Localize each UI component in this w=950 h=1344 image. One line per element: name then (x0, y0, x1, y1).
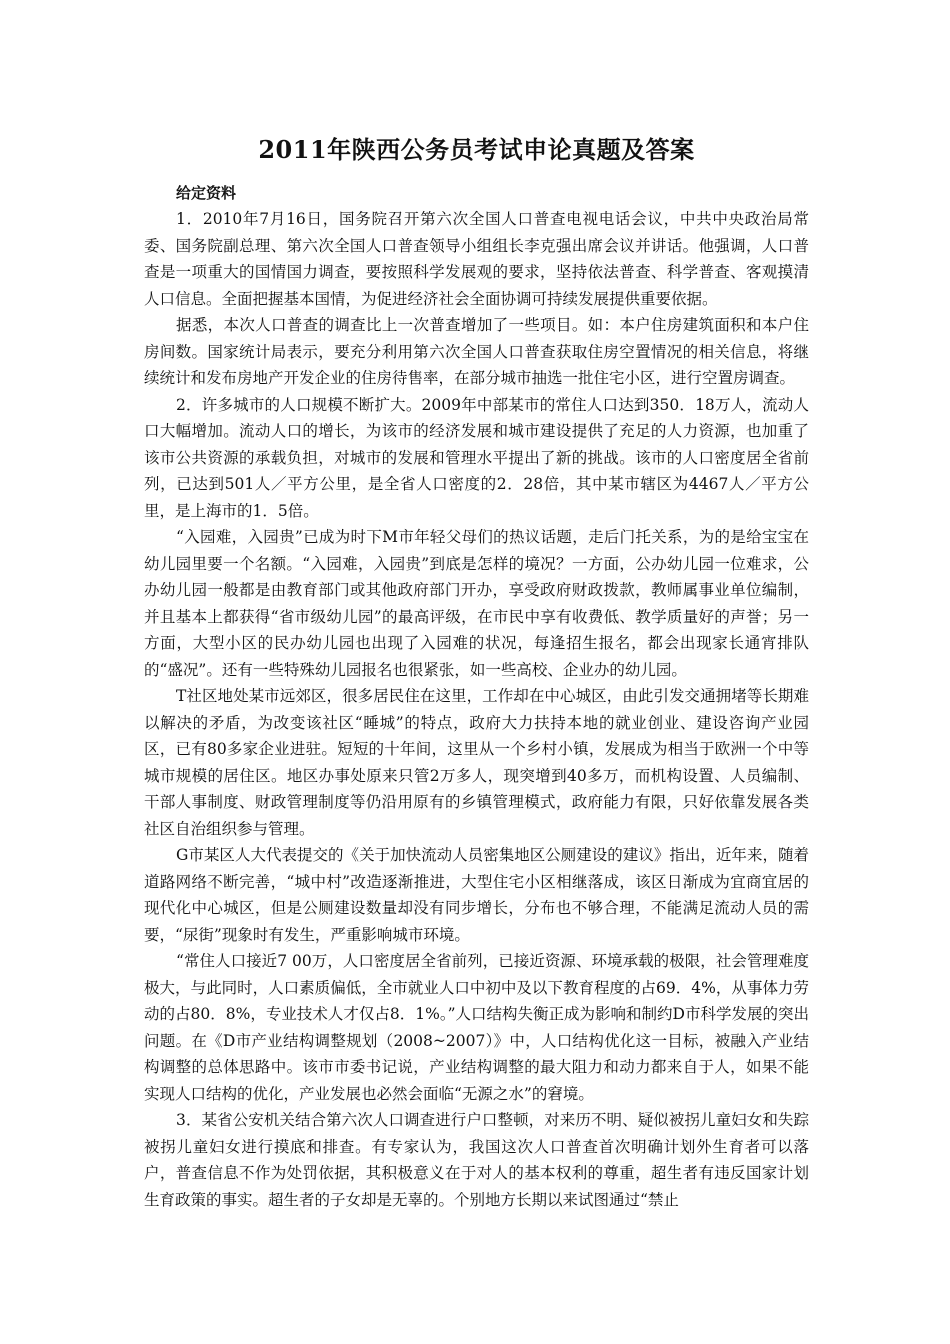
paragraph-1: 1．2010年7月16日，国务院召开第六次全国人口普查电视电话会议，中共中央政治局常委、国务院副总理、第六次全国人口普查领导小组组长李克强出席会议并讲话。他强调，人口普查是一项重大的国情国力调查，要按照科学发展观的要求，坚持依法普查、科学普查、客观摸清人口信息。全面把握基本国情，为促进经济社会全面协调可持续发展提供重要依据。 (144, 210, 809, 308)
paragraph-5: T社区地处某市远郊区，很多居民住在这里，工作却在中心城区，由此引发交通拥堵等长期难以解决的矛盾，为改变该社区“睡城”的特点，政府大力扶持本地的就业创业、建设咨询产业园区，已有80多家企业进驻。短短的十年间，这里从一个乡村小镇，发展成为相当于欧洲一个中等城市规模的居住区。地区办事处原来只管2万多人，现突增到40多万，而机构设置、人员编制、干部人事制度、财政管理制度等仍沿用原有的乡镇管理模式，政府能力有限，只好依靠发展各类社区自治组织参与管理。 (144, 687, 809, 838)
paragraph-7: “常住人口接近7 00万，人口密度居全省前列，已接近资源、环境承载的极限，社会管理难度极大，与此同时，人口素质偏低，全市就业人口中初中及以下教育程度的占69．4%，从事体力劳动的占80．8%，专业技术人才仅占8．1%。”人口结构失衡正成为影响和制约D市科学发展的突出问题。在《D市产业结构调整规划（2008~2007）》中，人口结构优化这一目标，被融入产业结构调整的总体思路中。该市市委书记说，产业结构调整的最大阻力和动力都来自于人，如果不能实现人口结构的优化，产业发展也必然会面临“无源之水”的窘境。 (144, 952, 809, 1103)
document-page (144, 130, 809, 1213)
paragraph-4: “入园难，入园贵”已成为时下M市年轻父母们的热议话题，走后门托关系，为的是给宝宝在幼儿园里要一个名额。“入园难，入园贵”到底是怎样的境况？一方面，公办幼儿园一位难求，公办幼儿园一般都是由教育部门或其他政府部门开办，享受政府财政拨款，教师属事业单位编制，并且基本上都获得“省市级幼儿园”的最高评级，在市民中享有收费低、教学质量好的声誉；另一方面，大型小区的民办幼儿园也出现了入园难的状况，每逢招生报名，都会出现家长通宵排队的“盛况”。还有一些特殊幼儿园报名也很紧张，如一些高校、企业办的幼儿园。 (144, 528, 809, 679)
paragraph-8: 3．某省公安机关结合第六次人口调查进行户口整顿，对来历不明、疑似被拐儿童妇女和失踪被拐儿童妇女进行摸底和排查。有专家认为，我国这次人口普查首次明确计划外生育者可以落户，普查信息不作为处罚依据，其积极意义在于对人的基本权利的尊重，超生者有违反国家计划生育政策的事实。超生者的子女却是无辜的。个别地方长期以来试图通过“禁止 (144, 1111, 809, 1209)
paragraph-3: 2．许多城市的人口规模不断扩大。2009年中部某市的常住人口达到350．18万人，流动人口大幅增加。流动人口的增长，为该市的经济发展和城市建设提供了充足的人力资源，也加重了该市公共资源的承载负担，对城市的发展和管理水平提出了新的挑战。该市的人口密度居全省前列，已达到501人／平方公里，是全省人口密度的2．28倍，其中某市辖区为4467人／平方公里，是上海市的1．5倍。 (144, 395, 809, 520)
paragraph-6: G市某区人大代表提交的《关于加快流动人员密集地区公厕建设的建议》指出，近年来，随着道路网络不断完善，“城中村”改造逐渐推进，大型住宅小区相继落成，该区日渐成为宜商宜居的现代化中心城区，但是公厕建设数量却没有同步增长，分布也不够合理，不能满足流动人员的需要，“尿街”现象时有发生，严重影响城市环境。 (144, 846, 809, 944)
section-heading: 给定资料 (176, 184, 237, 202)
document-title: 2011年陕西公务员考试申论真题及答案 (258, 135, 695, 164)
paragraph-2: 据悉，本次人口普查的调查比上一次普查增加了一些项目。如：本户住房建筑面积和本户住房间数。国家统计局表示，要充分利用第六次全国人口普查获取住房空置情况的相关信息，将继续统计和发布房地产开发企业的住房待售率，在部分城市抽选一批住宅小区，进行空置房调查。 (144, 316, 809, 387)
